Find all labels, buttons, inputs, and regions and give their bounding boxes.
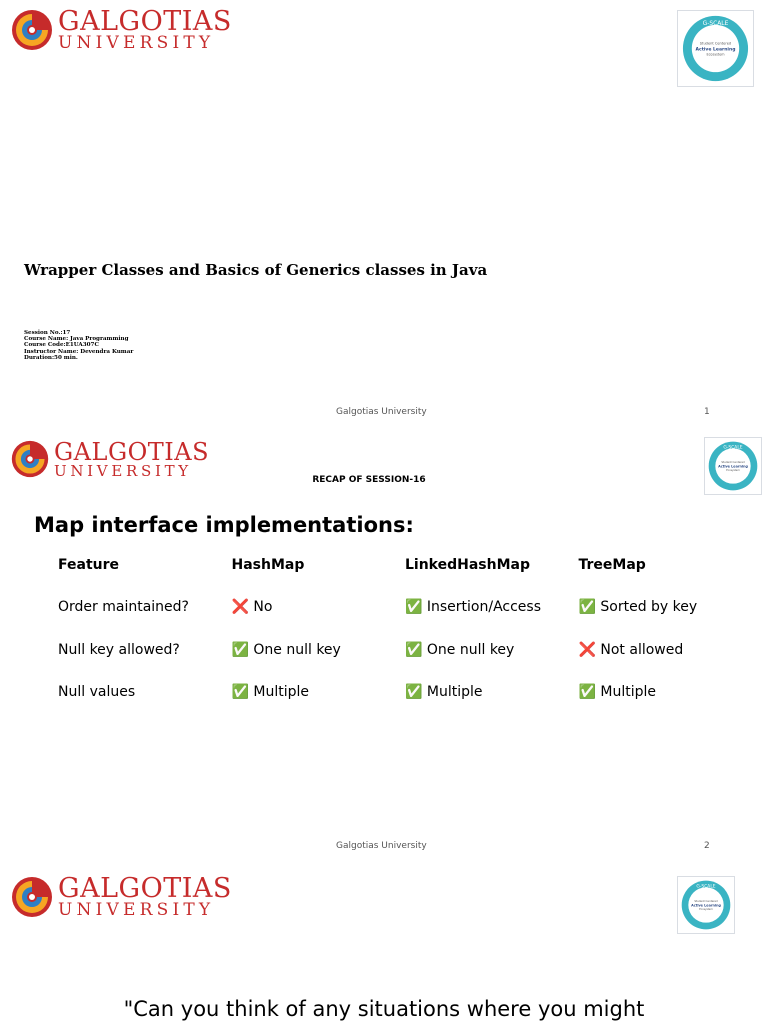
badge-line2: Active Learning xyxy=(695,47,736,53)
table-cell: ✅ Insertion/Access xyxy=(405,599,542,615)
galgotias-logo xyxy=(10,875,232,919)
table-cell: ❌ No xyxy=(231,599,273,615)
slide-3 xyxy=(0,866,768,1024)
badge-line2: Active Learning xyxy=(718,464,748,469)
slide-2 xyxy=(0,432,768,866)
logo-subtitle: UNIVERSITY xyxy=(58,900,215,920)
galgotias-logo xyxy=(10,8,232,52)
badge-line2: Active Learning xyxy=(691,903,721,908)
table-cell: Order maintained? xyxy=(58,599,189,615)
table-cell: ✅ Multiple xyxy=(231,684,309,700)
page-number: 1 xyxy=(704,407,710,417)
table-row xyxy=(50,642,744,685)
table-cell: Null key allowed? xyxy=(58,641,180,658)
badge-line3: Ecosystem xyxy=(706,52,725,57)
badge-top-text: G-SCALE xyxy=(702,20,729,27)
meta-session: Session No.:17 xyxy=(24,330,71,336)
slide-footer: Galgotias University xyxy=(336,407,427,417)
table-cell: ✅ One null key xyxy=(231,641,341,658)
slide-footer: Galgotias University xyxy=(336,841,427,851)
table-row xyxy=(50,599,744,642)
table-header-cell: TreeMap xyxy=(578,557,646,573)
badge-line1: Student Centered xyxy=(699,41,732,46)
g-scale-badge xyxy=(677,10,754,87)
table-cell: ✅ Multiple xyxy=(578,684,656,700)
table-cell: ✅ Multiple xyxy=(405,684,483,700)
galgotias-swirl-icon xyxy=(10,875,54,919)
badge-line3: Ecosystem xyxy=(699,908,713,912)
meta-course-code: Course Code:E1UA307C xyxy=(24,342,99,349)
map-comparison-table xyxy=(50,557,744,727)
slide-1 xyxy=(0,0,768,432)
session-meta xyxy=(24,330,133,361)
g-scale-badge-icon xyxy=(678,877,734,933)
meta-instructor: Instructor Name: Devendra Kumar xyxy=(24,348,134,355)
badge-top-text: G-SCALE xyxy=(723,445,743,451)
g-scale-badge-icon xyxy=(678,11,753,86)
logo-title: GALGOTIAS xyxy=(54,437,210,466)
badge-line3: Ecosystem xyxy=(726,469,740,473)
badge-top-text: G-SCALE xyxy=(696,884,716,890)
meta-course-name: Course Name: Java Programming xyxy=(24,336,129,343)
table-header-cell: Feature xyxy=(58,557,119,573)
badge-line1: Student Centered xyxy=(694,900,718,904)
slide-heading: Map interface implementations: xyxy=(34,513,414,537)
logo-title: GALGOTIAS xyxy=(58,873,232,904)
galgotias-logo xyxy=(10,439,209,479)
logo-subtitle: UNIVERSITY xyxy=(54,461,192,480)
table-row xyxy=(50,684,744,727)
table-cell: ❌ Not allowed xyxy=(578,641,684,658)
g-scale-badge xyxy=(704,437,762,495)
g-scale-badge-icon xyxy=(705,438,761,494)
table-header-row xyxy=(50,557,744,599)
g-scale-badge xyxy=(677,876,735,934)
recap-label: RECAP OF SESSION-16 xyxy=(312,475,426,485)
galgotias-swirl-icon xyxy=(10,8,54,52)
badge-line1: Student Centered xyxy=(721,461,745,465)
table-cell: ✅ One null key xyxy=(405,641,515,658)
table-cell: Null values xyxy=(58,684,136,700)
table-header-cell: LinkedHashMap xyxy=(405,557,531,573)
slide-title: Wrapper Classes and Basics of Generics classes in Java xyxy=(24,261,488,279)
meta-duration: Duration:50 min. xyxy=(24,354,78,361)
page-number: 2 xyxy=(704,841,710,851)
galgotias-swirl-icon xyxy=(10,439,50,479)
table-header-cell: HashMap xyxy=(231,557,305,573)
logo-title: GALGOTIAS xyxy=(58,6,232,37)
discussion-question: "Can you think of any situations where you might xyxy=(123,997,645,1021)
logo-subtitle: UNIVERSITY xyxy=(58,33,215,53)
table-cell: ✅ Sorted by key xyxy=(578,599,698,615)
